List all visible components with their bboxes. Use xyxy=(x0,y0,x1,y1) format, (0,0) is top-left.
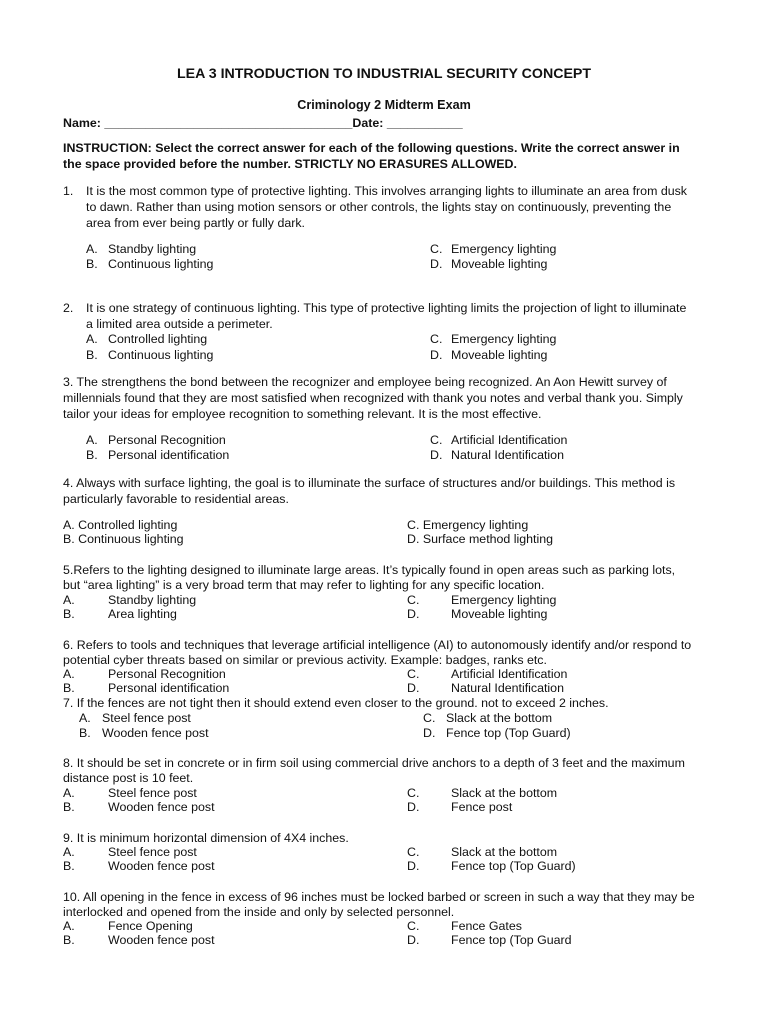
q3-option-d: Natural Identification xyxy=(451,448,564,462)
q3-letter-c: C. xyxy=(430,433,443,447)
exam-title: LEA 3 INTRODUCTION TO INDUSTRIAL SECURITY CONCEPT xyxy=(176,66,592,82)
q5-line-2: but “area lighting” is a very broad term that may refer to lighting for any specific location. xyxy=(63,578,545,592)
q3-option-a: Personal Recognition xyxy=(108,433,226,447)
q6-letter-b: B. xyxy=(63,681,75,695)
q7-line-1: 7. If the fences are not tight then it should extend even closer to the ground. not to exceed 2 inches. xyxy=(63,696,609,710)
q7-letter-b: B. xyxy=(79,726,91,740)
q8-letter-c: C. xyxy=(407,786,420,800)
q2-letter-a: A. xyxy=(86,332,98,346)
q10-option-b: Wooden fence post xyxy=(108,933,215,947)
q9-option-a: Steel fence post xyxy=(108,845,197,859)
q7-option-a: Steel fence post xyxy=(102,711,191,725)
q9-letter-c: C. xyxy=(407,845,420,859)
q5-option-b: Area lighting xyxy=(108,607,177,621)
q9-letter-d: D. xyxy=(407,859,420,873)
q6-line-1: 6. Refers to tools and techniques that leverage artificial intelligence (AI) to autonomously identify and/or respond to xyxy=(63,638,692,652)
q4-option-c: C. Emergency lighting xyxy=(407,518,529,532)
q1-option-b: Continuous lighting xyxy=(108,257,214,271)
q2-option-c: Emergency lighting xyxy=(451,332,557,346)
q5-letter-c: C. xyxy=(407,593,420,607)
q7-option-b: Wooden fence post xyxy=(102,726,209,740)
q6-option-a: Personal Recognition xyxy=(108,667,226,681)
q10-letter-b: B. xyxy=(63,933,75,947)
q1-line-1: It is the most common type of protective lighting. This involves arranging lights to illuminate an area from dusk xyxy=(86,184,688,198)
q10-option-c: Fence Gates xyxy=(451,919,522,933)
q4-option-b: B. Continuous lighting xyxy=(63,532,184,546)
q6-letter-a: A. xyxy=(63,667,75,681)
q10-letter-d: D. xyxy=(407,933,420,947)
q9-letter-a: A. xyxy=(63,845,75,859)
q6-line-2: potential cyber threats based on similar or previous activity. Example: badges, ranks etc. xyxy=(63,653,547,667)
instruction-line-1: INSTRUCTION: Select the correct answer for each of the following questions. Write the correct answer in xyxy=(63,141,680,155)
q3-line-2: millennials found that they are most satisfied when recognized with thank you notes and verbal thank you. Simply xyxy=(63,391,683,405)
q3-letter-b: B. xyxy=(86,448,98,462)
q4-line-2: particularly favorable to residential areas. xyxy=(63,492,289,506)
q1-option-d: Moveable lighting xyxy=(451,257,548,271)
q4-line-1: 4. Always with surface lighting, the goal is to illuminate the surface of structures and/or buildings. This method is xyxy=(63,476,676,490)
q8-line-2: distance post is 10 feet. xyxy=(63,771,194,785)
q10-letter-a: A. xyxy=(63,919,75,933)
q8-letter-d: D. xyxy=(407,800,420,814)
q10-letter-c: C. xyxy=(407,919,420,933)
q1-option-c: Emergency lighting xyxy=(451,242,557,256)
q5-option-c: Emergency lighting xyxy=(451,593,557,607)
q8-letter-b: B. xyxy=(63,800,75,814)
q3-letter-d: D. xyxy=(430,448,443,462)
q1-letter-b: B. xyxy=(86,257,98,271)
q7-option-d: Fence top (Top Guard) xyxy=(446,726,571,740)
q8-letter-a: A. xyxy=(63,786,75,800)
q2-line-1: It is one strategy of continuous lighting. This type of protective lighting limits the projection of light to illuminate xyxy=(86,301,687,315)
q5-option-d: Moveable lighting xyxy=(451,607,548,621)
q5-letter-b: B. xyxy=(63,607,75,621)
q5-option-a: Standby lighting xyxy=(108,593,197,607)
q8-option-c: Slack at the bottom xyxy=(451,786,558,800)
q1-letter-a: A. xyxy=(86,242,98,256)
q8-option-d: Fence post xyxy=(451,800,513,814)
q3-letter-a: A. xyxy=(86,433,98,447)
q1-number: 1. xyxy=(63,184,74,198)
q2-option-d: Moveable lighting xyxy=(451,348,548,362)
q3-line-1: 3. The strengthens the bond between the recognizer and employee being recognized. An Aon Hewitt survey of xyxy=(63,375,667,389)
q8-option-b: Wooden fence post xyxy=(108,800,215,814)
q6-option-b: Personal identification xyxy=(108,681,230,695)
q2-letter-c: C. xyxy=(430,332,443,346)
q10-line-1: 10. All opening in the fence in excess of 96 inches must be locked barbed or screen in such a way that they may be xyxy=(63,890,695,904)
q7-letter-c: C. xyxy=(423,711,436,725)
q1-option-a: Standby lighting xyxy=(108,242,197,256)
q7-letter-d: D. xyxy=(423,726,436,740)
q8-option-a: Steel fence post xyxy=(108,786,197,800)
q1-letter-c: C. xyxy=(430,242,443,256)
q10-option-a: Fence Opening xyxy=(108,919,193,933)
q3-line-3: tailor your ideas for employee recognition to something relevant. It is the most effective. xyxy=(63,407,542,421)
q9-option-d: Fence top (Top Guard) xyxy=(451,859,576,873)
q9-option-c: Slack at the bottom xyxy=(451,845,558,859)
q10-line-2: interlocked and opened from the inside and only by selected personnel. xyxy=(63,905,455,919)
q3-option-b: Personal identification xyxy=(108,448,230,462)
q5-line-1: 5.Refers to the lighting designed to illuminate large areas. It’s typically found in open areas such as parking lots, xyxy=(63,563,676,577)
q6-option-c: Artificial Identification xyxy=(451,667,568,681)
q4-option-a: A. Controlled lighting xyxy=(63,518,178,532)
q2-letter-b: B. xyxy=(86,348,98,362)
q2-number: 2. xyxy=(63,301,74,315)
q2-line-2: a limited area outside a perimeter. xyxy=(86,317,273,331)
q1-letter-d: D. xyxy=(430,257,443,271)
q7-option-c: Slack at the bottom xyxy=(446,711,553,725)
q1-line-2: to dawn. Rather than using motion sensors or other controls, the lights stay on continuously, preventing the xyxy=(86,200,672,214)
q6-option-d: Natural Identification xyxy=(451,681,564,695)
q8-line-1: 8. It should be set in concrete or in firm soil using commercial drive anchors to a depth of 3 feet and the maximum xyxy=(63,756,685,770)
q2-option-a: Controlled lighting xyxy=(108,332,208,346)
instruction-line-2: the space provided before the number. STRICTLY NO ERASURES ALLOWED. xyxy=(63,157,517,171)
q9-letter-b: B. xyxy=(63,859,75,873)
q5-letter-a: A. xyxy=(63,593,75,607)
exam-subtitle: Criminology 2 Midterm Exam xyxy=(297,98,471,112)
q7-letter-a: A. xyxy=(79,711,91,725)
q3-option-c: Artificial Identification xyxy=(451,433,568,447)
q10-option-d: Fence top (Top Guard xyxy=(451,933,572,947)
q4-option-d: D. Surface method lighting xyxy=(407,532,554,546)
name-date-line: Name: ____________________________________Date: ___________ xyxy=(63,116,463,130)
q5-letter-d: D. xyxy=(407,607,420,621)
q9-line-1: 9. It is minimum horizontal dimension of 4X4 inches. xyxy=(63,831,349,845)
q2-option-b: Continuous lighting xyxy=(108,348,214,362)
q6-letter-c: C. xyxy=(407,667,420,681)
q1-line-3: area from ever being partly or fully dark. xyxy=(86,216,305,230)
q9-option-b: Wooden fence post xyxy=(108,859,215,873)
q6-letter-d: D. xyxy=(407,681,420,695)
q2-letter-d: D. xyxy=(430,348,443,362)
